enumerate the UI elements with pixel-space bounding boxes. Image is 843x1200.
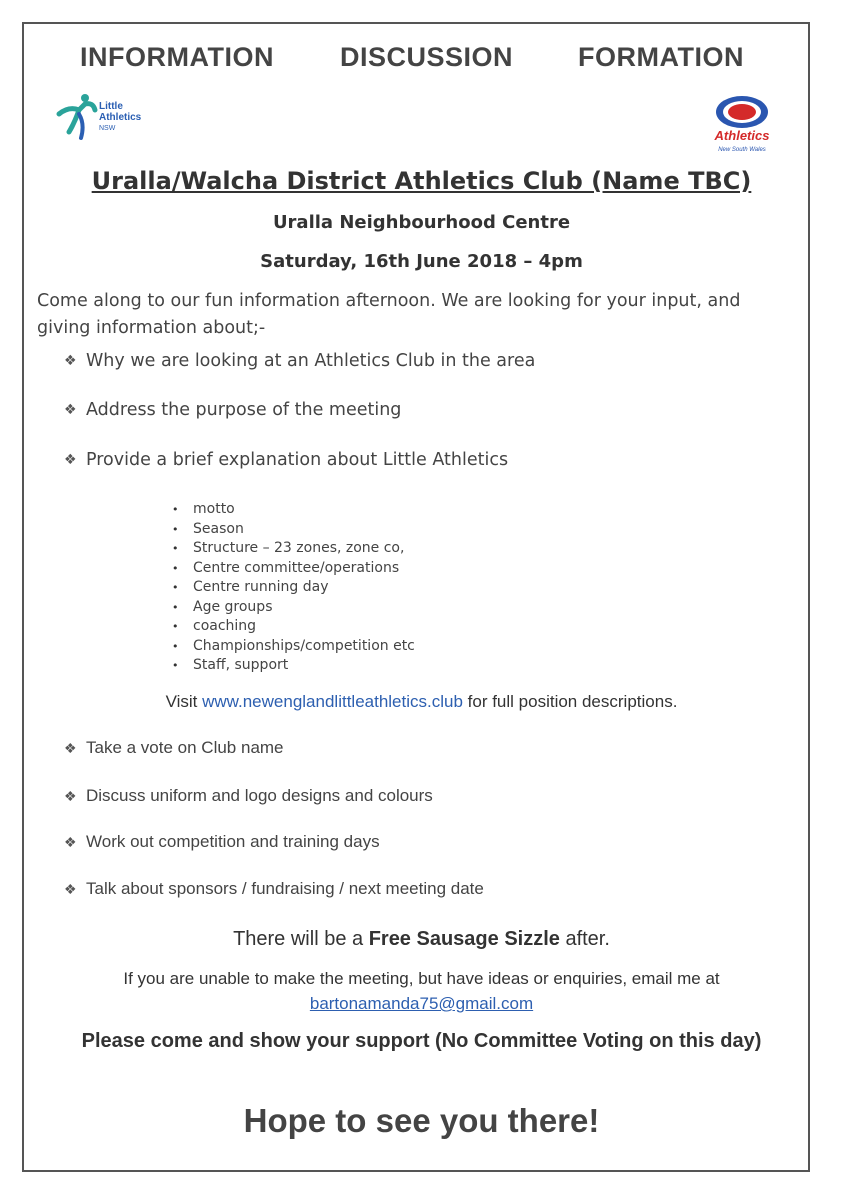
list-item	[172, 559, 415, 579]
bullet-dot-icon: •	[172, 659, 179, 672]
event-date: Saturday, 16th June 2018 – 4pm	[260, 251, 583, 272]
athletics-nsw-logo	[700, 94, 780, 160]
agenda-item-text: Work out competition and training days	[86, 832, 380, 851]
agenda-item	[64, 786, 433, 806]
diamond-bullet-icon: ❖	[64, 353, 77, 369]
agenda-item-text: Discuss uniform and logo designs and colours	[86, 786, 433, 805]
list-item	[172, 500, 415, 520]
bullet-dot-icon: •	[172, 522, 179, 536]
agenda-item	[64, 450, 508, 470]
little-athletics-logo	[55, 92, 165, 144]
headline-formation: FORMATION	[578, 42, 744, 72]
diamond-bullet-icon: ❖	[64, 787, 77, 804]
list-item	[172, 637, 415, 657]
list-item-text: Centre committee/operations	[193, 559, 400, 576]
list-item-text: Championships/competition etc	[193, 637, 415, 654]
bullet-dot-icon: •	[172, 503, 179, 516]
agenda-item-text: Provide a brief explanation about Little Athletics	[86, 450, 509, 470]
agenda-item	[64, 879, 484, 899]
list-item-text: Centre running day	[193, 579, 329, 595]
little-athletics-topics	[172, 500, 415, 676]
agenda-item	[64, 400, 401, 420]
list-item	[172, 598, 415, 618]
bullet-dot-icon: •	[172, 561, 179, 575]
la-logo-line1: Little	[99, 101, 123, 112]
list-item	[172, 539, 415, 559]
la-logo-line3: NSW	[99, 125, 116, 132]
headline-information: INFORMATION	[80, 42, 274, 72]
sausage-sizzle-line	[0, 928, 843, 951]
closing-message: Hope to see you there!	[243, 1102, 600, 1139]
agenda-item	[64, 351, 535, 371]
agenda-item	[64, 832, 380, 852]
visit-suffix: for full position descriptions.	[462, 692, 678, 711]
agenda-item	[64, 738, 284, 758]
list-item-text: motto	[193, 501, 235, 517]
diamond-bullet-icon: ❖	[64, 402, 77, 418]
bullet-dot-icon: •	[172, 600, 179, 614]
bullet-dot-icon: •	[172, 639, 179, 653]
headline-discussion: DISCUSSION	[340, 42, 514, 72]
email-link[interactable]: bartonamanda75@gmail.com	[309, 994, 534, 1013]
an-logo-line1: Athletics	[714, 128, 770, 143]
agenda-item-text: Why we are looking at an Athletics Club in the area	[86, 351, 536, 371]
list-item-text: Age groups	[193, 598, 273, 615]
agenda-item-text: Take a vote on Club name	[86, 738, 284, 757]
athletics-nsw-emblem-icon	[700, 94, 780, 160]
visit-line	[0, 692, 843, 712]
bullet-dot-icon: •	[172, 620, 179, 633]
bullet-dot-icon: •	[172, 581, 179, 594]
an-logo-line2: New South Wales	[718, 147, 766, 153]
club-title: Uralla/Walcha District Athletics Club (Name TBC)	[91, 167, 752, 195]
list-item	[172, 617, 415, 637]
sizzle-suffix: after.	[559, 928, 610, 950]
list-item-text: coaching	[193, 618, 257, 634]
agenda-item-text: Address the purpose of the meeting	[86, 400, 402, 420]
list-item-text: Structure – 23 zones, zone co,	[193, 540, 405, 556]
diamond-bullet-icon: ❖	[64, 833, 77, 850]
list-item	[172, 520, 415, 540]
venue: Uralla Neighbourhood Centre	[272, 212, 571, 233]
enquiry-block	[0, 966, 843, 1016]
website-link[interactable]: www.newenglandlittleathletics.club	[202, 692, 463, 711]
sizzle-bold: Free Sausage Sizzle	[368, 928, 560, 950]
enquiry-text: If you are unable to make the meeting, but have ideas or enquiries, email me at	[123, 969, 720, 988]
diamond-bullet-icon: ❖	[64, 880, 77, 897]
list-item	[172, 656, 415, 676]
support-message: Please come and show your support (No Committee Voting on this day)	[81, 1030, 762, 1052]
little-athletics-figure-icon	[55, 92, 165, 144]
list-item-text: Staff, support	[193, 657, 289, 673]
sizzle-prefix: There will be a	[233, 928, 369, 950]
list-item	[172, 578, 415, 598]
intro-paragraph: Come along to our fun information afternoon. We are looking for your input, and giving information about;-	[37, 291, 741, 338]
visit-prefix: Visit	[165, 692, 203, 711]
agenda-item-text: Talk about sponsors / fundraising / next meeting date	[86, 879, 484, 898]
list-item-text: Season	[193, 520, 244, 537]
la-logo-line2: Athletics	[99, 112, 142, 123]
diamond-bullet-icon: ❖	[64, 739, 77, 756]
bullet-dot-icon: •	[172, 542, 179, 555]
diamond-bullet-icon: ❖	[64, 452, 77, 468]
